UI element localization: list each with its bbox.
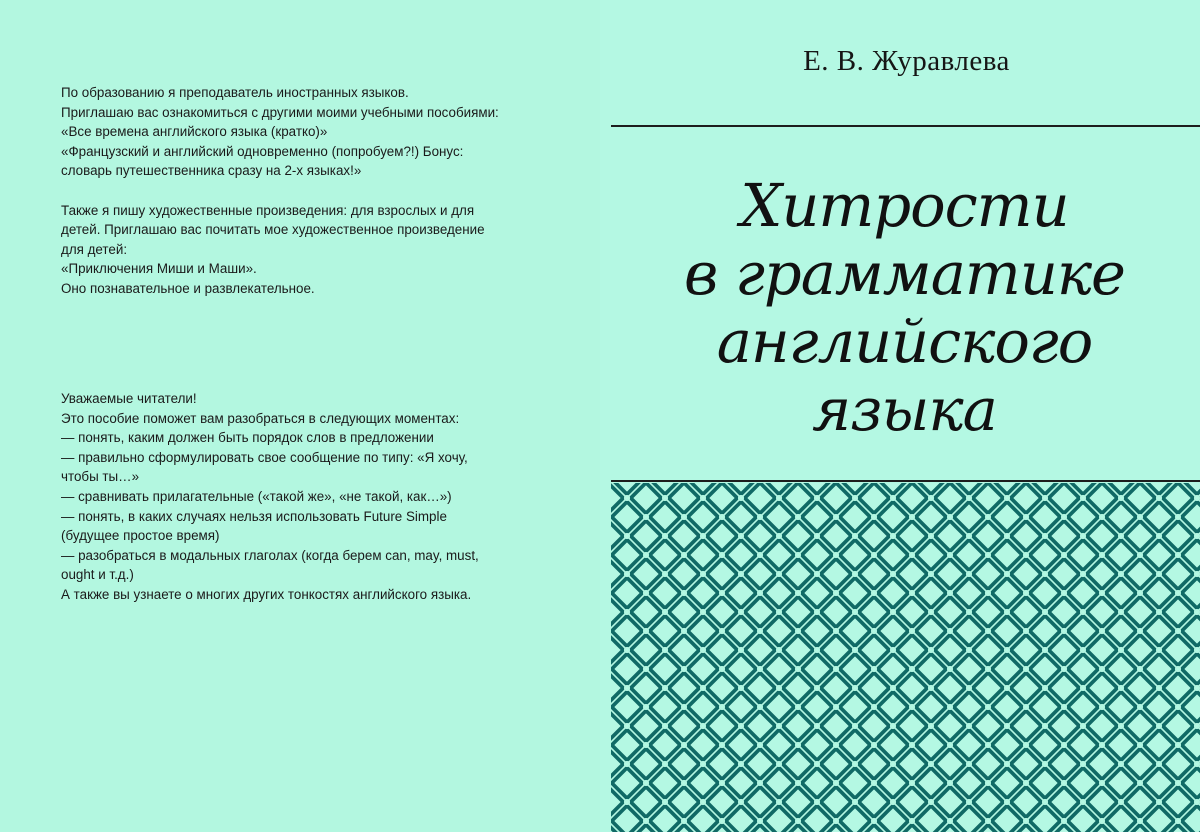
lattice-pattern [611,483,1200,832]
book-title [608,172,1200,444]
book-title-line: языка [812,375,997,444]
author-name: Е. В. Журавлева [803,45,1010,77]
author-about-text: По образованию я преподаватель иностранных языков. Приглашаю вас ознакомиться с другими моими учебными пособиями: «Все времена английского языка (кратко)» «Французский и английский одновременно (попробуем?!) Бонус: словарь путешественника сразу на 2-х языках!» Также я пишу художественные произведения: для взрослых и для детей. Приглашаю вас почитать мое художественное произведение для детей: «Приключения Миши и Маши». Оно познавательное и развлекательное. [61,85,499,296]
divider-bottom [611,480,1200,482]
lattice-pattern-graphic [611,483,1200,832]
book-title-line: Хитрости [740,171,1069,240]
front-cover [600,0,1200,832]
book-title-line: в грамматике [684,239,1125,308]
readers-note-text: Уважаемые читатели! Это пособие поможет вам разобраться в следующих моментах: — понять, каким должен быть порядок слов в предложении — правильно сформулировать свое сообщение по типу: «Я хочу, чтобы ты…» — сравнивать прилагательные («такой же», «не такой, как…») — понять, в каких случаях нельзя использовать Future Simple (будущее простое время) — разобраться в модальных глаголах (когда берем can, may, must, ought и т.д.) А также вы узнаете о многих других тонкостях английского языка. [61,391,479,602]
divider-top [611,125,1200,127]
book-title-line: английского [716,307,1093,376]
